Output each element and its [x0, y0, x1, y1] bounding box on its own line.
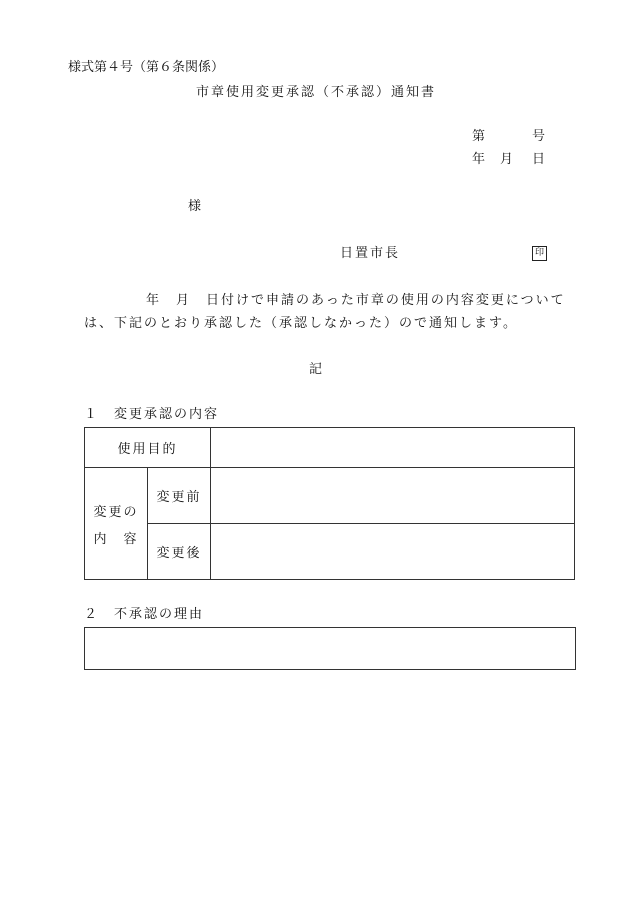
form-number: 様式第４号（第６条関係） — [68, 60, 225, 75]
before-value[interactable] — [211, 468, 575, 524]
purpose-value[interactable] — [211, 428, 575, 468]
change-label-top: 変更の — [93, 504, 139, 520]
after-value[interactable] — [211, 524, 575, 580]
document-title: 市章使用変更承認（不承認）通知書 — [196, 85, 437, 100]
date-day: 日 — [532, 152, 546, 167]
change-content-table — [84, 427, 575, 580]
before-label: 変更前 — [156, 490, 202, 505]
date-year: 年 — [472, 152, 486, 167]
rejection-reason-value[interactable] — [85, 628, 576, 670]
doc-number-go: 号 — [532, 129, 546, 144]
purpose-label-cell — [85, 428, 211, 468]
after-label-cell — [148, 524, 211, 580]
after-label: 変更後 — [156, 546, 202, 561]
section1-heading: １ 変更承認の内容 — [84, 407, 220, 422]
body-line-1: 年 月 日付けで申請のあった市章の使用の内容変更について — [146, 293, 566, 308]
issuer-name: 日置市長 — [340, 246, 401, 261]
rejection-reason-table — [84, 627, 576, 670]
body-line-2: は、下記のとおり承認した（承認しなかった）ので通知します。 — [84, 316, 518, 331]
purpose-label: 使用目的 — [117, 442, 178, 457]
seal-mark: 印 — [532, 246, 547, 261]
doc-number-dai: 第 — [472, 129, 486, 144]
change-label-bottom: 内 容 — [93, 531, 139, 547]
addressee-suffix: 様 — [188, 199, 202, 214]
ki-heading: 記 — [309, 362, 323, 377]
before-label-cell — [148, 468, 211, 524]
change-label-cell — [85, 468, 148, 580]
section2-heading: ２ 不承認の理由 — [84, 607, 205, 622]
date-month: 月 — [500, 152, 514, 167]
